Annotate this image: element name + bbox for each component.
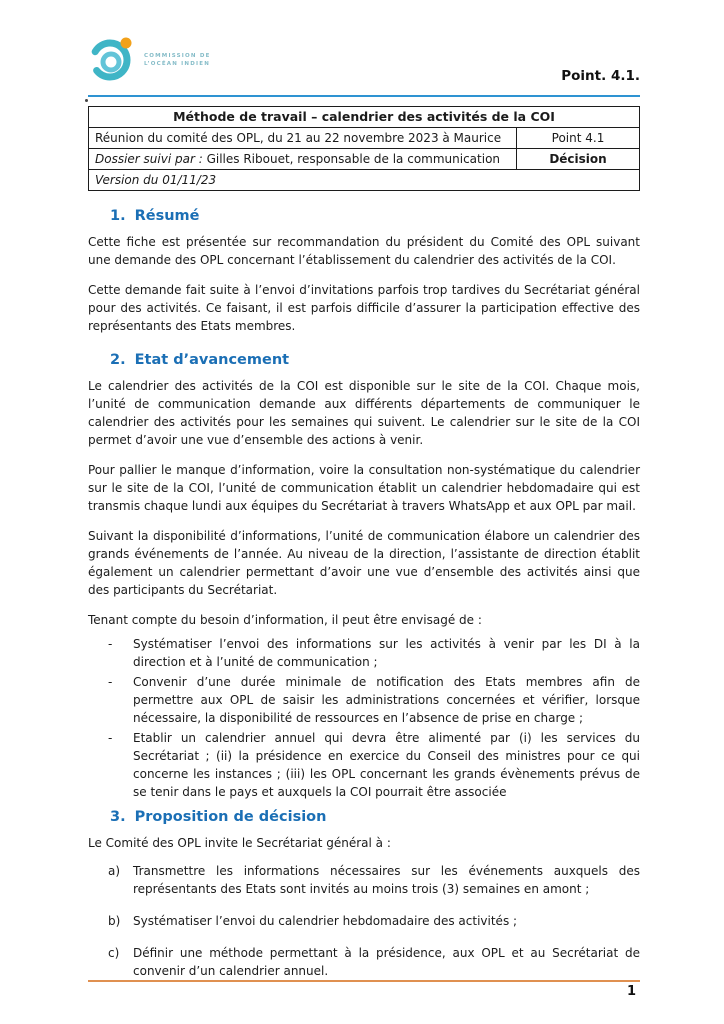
- dash-bullet-icon: -: [108, 637, 113, 651]
- logo-text-line1: COMMISSION DE: [144, 52, 211, 59]
- section2-heading: [88, 352, 640, 368]
- section2-title: Etat d’avancement: [134, 352, 290, 368]
- list-item: [88, 729, 640, 801]
- table-row-title: [89, 107, 640, 128]
- table-row-version: [89, 170, 640, 191]
- section3-number: 3.: [110, 809, 126, 825]
- page-content: [88, 38, 640, 994]
- section2-paragraph4: Tenant compte du besoin d’information, il peut être envisagé de :: [88, 613, 482, 627]
- list-item: [88, 635, 640, 671]
- item-label: b): [108, 914, 121, 928]
- header-divider: [88, 95, 640, 97]
- point-cell: Point 4.1: [517, 128, 640, 149]
- bullet-text: Etablir un calendrier annuel qui devra être alimenté par (i) les services du Secrétariat ; (ii) la présidence en exercice du Conseil des ministres pour ce qui concerne les instances ; (iii) les OPL concernant les grands évènements prévus de se tenir dans le pays et auxquels la COI pourrait être associée: [133, 731, 640, 799]
- page-footer: [88, 980, 640, 999]
- list-item: [88, 912, 640, 930]
- list-item: [88, 944, 640, 980]
- stray-mark: [85, 99, 88, 102]
- section2-paragraph1: Le calendrier des activités de la COI est disponible sur le site de la COI. Chaque mois, l’unité de communication demande aux différents départements de communiquer le calendrier des activités pour les semaines qui suivent. Le calendrier sur le site de la COI permet d’avoir une vue d’ensemble des actions à venir.: [88, 379, 640, 447]
- owner-cell: [89, 149, 517, 170]
- version-cell: Version du 01/11/23: [89, 170, 640, 191]
- item-label: a): [108, 864, 121, 878]
- table-row-meeting: [89, 128, 640, 149]
- page-header: [88, 38, 640, 86]
- coi-logo: [88, 34, 211, 86]
- section1-title: Résumé: [134, 208, 200, 224]
- meeting-cell: Réunion du comité des OPL, du 21 au 22 novembre 2023 à Maurice: [89, 128, 517, 149]
- section3-heading: [88, 809, 640, 825]
- bullet-text: Convenir d’une durée minimale de notification des Etats membres afin de permettre aux OPL de saisir les administrations concernées et vérifier, lorsque nécessaire, la disponibilité de ressources en l’absence de prise en charge ;: [133, 675, 640, 725]
- dash-bullet-icon: -: [108, 675, 113, 689]
- page-number: 1: [626, 984, 636, 999]
- bullet-text: Systématiser l’envoi des informations sur les activités à venir par les DI à la direction et à l’unité de communication ;: [133, 637, 640, 669]
- section2-number: 2.: [110, 352, 126, 368]
- decision-list: [88, 862, 640, 980]
- table-title: Méthode de travail – calendrier des activités de la COI: [89, 107, 640, 128]
- decision-cell: Décision: [517, 149, 640, 170]
- section3-intro: Le Comité des OPL invite le Secrétariat général à :: [88, 836, 391, 850]
- table-row-owner: [89, 149, 640, 170]
- list-item: [88, 673, 640, 727]
- coi-logo-wordmark: [144, 52, 211, 69]
- info-table: [88, 106, 640, 191]
- section1-paragraph2: Cette demande fait suite à l’envoi d’invitations parfois trop tardives du Secrétariat général pour des activités. Ce faisant, il est parfois difficile d’assurer la participation effective des représentants des Etats membres.: [88, 283, 640, 333]
- footer-divider: [88, 980, 640, 982]
- dash-bullet-icon: -: [108, 731, 113, 745]
- item-text: Définir une méthode permettant à la présidence, aux OPL et au Secrétariat de convenir d’un calendrier annuel.: [133, 946, 640, 978]
- item-text: Transmettre les informations nécessaires sur les événements auxquels des représentants des Etats sont invités au moins trois (3) semaines en amont ;: [133, 864, 640, 896]
- item-label: c): [108, 946, 120, 960]
- owner-label: Dossier suivi par :: [95, 151, 203, 166]
- logo-text-line2: L’OCÉAN INDIEN: [144, 61, 210, 67]
- section2-paragraph2: Pour pallier le manque d’information, voire la consultation non-systématique du calendrier sur le site de la COI, l’unité de communication établit un calendrier hebdomadaire qui est transmis chaque lundi aux équipes du Secrétariat à travers WhatsApp et aux OPL par mail.: [88, 463, 640, 513]
- section1-paragraph1: Cette fiche est présentée sur recommandation du président du Comité des OPL suivant une demande des OPL concernant l’établissement du calendrier des activités de la COI.: [88, 235, 640, 267]
- proposals-bullet-list: [88, 635, 640, 801]
- section3-title: Proposition de décision: [134, 809, 327, 825]
- list-item: [88, 862, 640, 898]
- section2-paragraph3: Suivant la disponibilité d’informations, l’unité de communication élabore un calendrier des grands événements de l’année. Au niveau de la direction, l’assistante de direction établit également un calendrier permettant d’avoir une vue d’ensemble des activités ainsi que des participants du Secrétariat.: [88, 529, 640, 597]
- owner-name: Gilles Ribouet, responsable de la communication: [202, 151, 501, 166]
- point-label: Point. 4.1.: [561, 68, 640, 84]
- section1-heading: [88, 208, 640, 224]
- section1-number: 1.: [110, 208, 126, 224]
- item-text: Systématiser l’envoi du calendrier hebdomadaire des activités ;: [133, 914, 518, 928]
- coi-logo-icon: [88, 34, 138, 86]
